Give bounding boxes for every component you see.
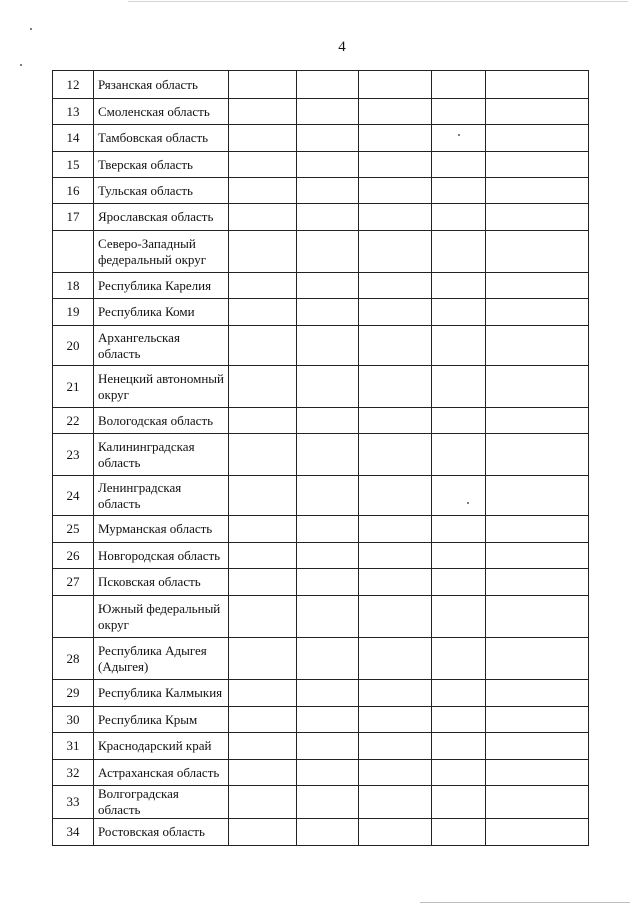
empty-cell xyxy=(432,204,486,231)
empty-cell xyxy=(486,99,589,125)
row-number: 33 xyxy=(53,786,94,819)
empty-cell xyxy=(297,786,359,819)
empty-cell xyxy=(486,299,589,326)
empty-cell xyxy=(359,819,432,846)
empty-cell xyxy=(359,408,432,434)
table-row xyxy=(53,178,589,204)
table-row xyxy=(53,366,589,408)
empty-cell xyxy=(486,516,589,543)
table-row xyxy=(53,99,589,125)
row-number: 19 xyxy=(53,299,94,326)
empty-cell xyxy=(359,273,432,299)
empty-cell xyxy=(432,707,486,733)
region-name: Ленинградская область xyxy=(94,476,229,516)
empty-cell xyxy=(297,71,359,99)
empty-cell xyxy=(229,543,297,569)
region-name: Мурманская область xyxy=(94,516,229,543)
empty-cell xyxy=(486,326,589,366)
row-number: 22 xyxy=(53,408,94,434)
empty-cell xyxy=(486,434,589,476)
empty-cell xyxy=(297,204,359,231)
empty-cell xyxy=(229,596,297,638)
empty-cell xyxy=(432,760,486,786)
empty-cell xyxy=(297,476,359,516)
row-number: 14 xyxy=(53,125,94,152)
empty-cell xyxy=(229,204,297,231)
empty-cell xyxy=(229,125,297,152)
empty-cell xyxy=(486,786,589,819)
empty-cell xyxy=(229,476,297,516)
table-row xyxy=(53,326,589,366)
empty-cell xyxy=(486,408,589,434)
table-row xyxy=(53,707,589,733)
region-name: Республика Крым xyxy=(94,707,229,733)
empty-cell xyxy=(297,299,359,326)
empty-cell xyxy=(432,125,486,152)
empty-cell xyxy=(297,733,359,760)
empty-cell xyxy=(359,152,432,178)
empty-cell xyxy=(359,516,432,543)
empty-cell xyxy=(297,596,359,638)
empty-cell xyxy=(432,152,486,178)
empty-cell xyxy=(486,125,589,152)
empty-cell xyxy=(432,99,486,125)
table-row xyxy=(53,204,589,231)
empty-cell xyxy=(359,299,432,326)
empty-cell xyxy=(229,273,297,299)
empty-cell xyxy=(486,569,589,596)
row-number: 31 xyxy=(53,733,94,760)
empty-cell xyxy=(359,543,432,569)
region-name: Ростовская область xyxy=(94,819,229,846)
empty-cell xyxy=(432,326,486,366)
row-number: 24 xyxy=(53,476,94,516)
region-name: Тамбовская область xyxy=(94,125,229,152)
empty-cell xyxy=(486,707,589,733)
region-name: Тульская область xyxy=(94,178,229,204)
scan-speck xyxy=(20,64,22,66)
empty-cell xyxy=(432,819,486,846)
empty-cell xyxy=(229,326,297,366)
empty-cell xyxy=(432,366,486,408)
empty-cell xyxy=(229,366,297,408)
row-number xyxy=(53,231,94,273)
empty-cell xyxy=(432,516,486,543)
table-row-district xyxy=(53,231,589,273)
empty-cell xyxy=(486,178,589,204)
page-number: 4 xyxy=(338,39,346,55)
row-number: 30 xyxy=(53,707,94,733)
row-number: 12 xyxy=(53,71,94,99)
region-name: Краснодарский край xyxy=(94,733,229,760)
empty-cell xyxy=(297,125,359,152)
region-name: Тверская область xyxy=(94,152,229,178)
empty-cell xyxy=(297,434,359,476)
regions-table xyxy=(52,70,589,846)
empty-cell xyxy=(359,680,432,707)
table-row xyxy=(53,543,589,569)
empty-cell xyxy=(486,476,589,516)
empty-cell xyxy=(229,516,297,543)
table-row xyxy=(53,638,589,680)
empty-cell xyxy=(229,760,297,786)
table-row xyxy=(53,152,589,178)
empty-cell xyxy=(359,760,432,786)
scan-edge-top xyxy=(128,1,628,2)
empty-cell xyxy=(229,680,297,707)
empty-cell xyxy=(359,231,432,273)
empty-cell xyxy=(229,819,297,846)
region-name: Вологодская область xyxy=(94,408,229,434)
empty-cell xyxy=(432,680,486,707)
row-number: 15 xyxy=(53,152,94,178)
region-name: Смоленская область xyxy=(94,99,229,125)
empty-cell xyxy=(229,569,297,596)
empty-cell xyxy=(432,231,486,273)
empty-cell xyxy=(432,408,486,434)
empty-cell xyxy=(229,99,297,125)
region-name: Республика Адыгея (Адыгея) xyxy=(94,638,229,680)
empty-cell xyxy=(297,819,359,846)
table-row xyxy=(53,299,589,326)
row-number: 23 xyxy=(53,434,94,476)
empty-cell xyxy=(359,786,432,819)
empty-cell xyxy=(432,543,486,569)
region-name: Волгоградская область xyxy=(94,786,229,819)
table-row-district xyxy=(53,596,589,638)
table-row xyxy=(53,71,589,99)
empty-cell xyxy=(486,819,589,846)
row-number: 34 xyxy=(53,819,94,846)
row-number: 21 xyxy=(53,366,94,408)
empty-cell xyxy=(297,543,359,569)
empty-cell xyxy=(297,231,359,273)
empty-cell xyxy=(229,638,297,680)
empty-cell xyxy=(359,707,432,733)
row-number: 17 xyxy=(53,204,94,231)
empty-cell xyxy=(486,273,589,299)
region-name: Рязанская область xyxy=(94,71,229,99)
empty-cell xyxy=(229,178,297,204)
empty-cell xyxy=(486,231,589,273)
region-name: Республика Калмыкия xyxy=(94,680,229,707)
table-row xyxy=(53,786,589,819)
empty-cell xyxy=(359,434,432,476)
empty-cell xyxy=(486,152,589,178)
row-number: 20 xyxy=(53,326,94,366)
empty-cell xyxy=(229,299,297,326)
row-number xyxy=(53,596,94,638)
row-number: 28 xyxy=(53,638,94,680)
row-number: 13 xyxy=(53,99,94,125)
table-row xyxy=(53,819,589,846)
table-row xyxy=(53,434,589,476)
empty-cell xyxy=(359,204,432,231)
empty-cell xyxy=(297,326,359,366)
region-name: Новгородская область xyxy=(94,543,229,569)
empty-cell xyxy=(359,71,432,99)
empty-cell xyxy=(432,434,486,476)
table-row xyxy=(53,680,589,707)
empty-cell xyxy=(486,680,589,707)
empty-cell xyxy=(359,326,432,366)
empty-cell xyxy=(359,596,432,638)
empty-cell xyxy=(359,476,432,516)
empty-cell xyxy=(359,569,432,596)
empty-cell xyxy=(432,178,486,204)
region-name: Астраханская область xyxy=(94,760,229,786)
empty-cell xyxy=(359,638,432,680)
empty-cell xyxy=(486,596,589,638)
empty-cell xyxy=(229,231,297,273)
region-name: Республика Коми xyxy=(94,299,229,326)
row-number: 25 xyxy=(53,516,94,543)
region-name: Республика Карелия xyxy=(94,273,229,299)
empty-cell xyxy=(359,178,432,204)
district-name: Южный федеральный округ xyxy=(94,596,229,638)
table-row xyxy=(53,273,589,299)
empty-cell xyxy=(359,733,432,760)
region-name: Архангельская область xyxy=(94,326,229,366)
table-row xyxy=(53,733,589,760)
row-number: 29 xyxy=(53,680,94,707)
empty-cell xyxy=(486,638,589,680)
table-row xyxy=(53,408,589,434)
table-row xyxy=(53,125,589,152)
empty-cell xyxy=(229,786,297,819)
empty-cell xyxy=(297,516,359,543)
row-number: 32 xyxy=(53,760,94,786)
empty-cell xyxy=(432,569,486,596)
empty-cell xyxy=(297,569,359,596)
empty-cell xyxy=(229,434,297,476)
empty-cell xyxy=(432,273,486,299)
table-row xyxy=(53,476,589,516)
empty-cell xyxy=(486,204,589,231)
empty-cell xyxy=(359,125,432,152)
empty-cell xyxy=(297,366,359,408)
empty-cell xyxy=(432,596,486,638)
empty-cell xyxy=(229,733,297,760)
scan-edge-bottom xyxy=(420,902,630,903)
region-name: Псковская область xyxy=(94,569,229,596)
row-number: 18 xyxy=(53,273,94,299)
empty-cell xyxy=(432,476,486,516)
empty-cell xyxy=(432,733,486,760)
empty-cell xyxy=(297,99,359,125)
empty-cell xyxy=(229,71,297,99)
row-number: 27 xyxy=(53,569,94,596)
empty-cell xyxy=(297,408,359,434)
empty-cell xyxy=(297,273,359,299)
empty-cell xyxy=(297,152,359,178)
empty-cell xyxy=(432,638,486,680)
empty-cell xyxy=(229,408,297,434)
row-number: 26 xyxy=(53,543,94,569)
empty-cell xyxy=(297,760,359,786)
table-row xyxy=(53,516,589,543)
region-name: Ярославская область xyxy=(94,204,229,231)
table-row xyxy=(53,569,589,596)
empty-cell xyxy=(297,680,359,707)
empty-cell xyxy=(359,366,432,408)
empty-cell xyxy=(432,71,486,99)
district-name: Северо-Западный федеральный округ xyxy=(94,231,229,273)
empty-cell xyxy=(486,71,589,99)
table-row xyxy=(53,760,589,786)
empty-cell xyxy=(432,299,486,326)
empty-cell xyxy=(297,638,359,680)
empty-cell xyxy=(297,707,359,733)
row-number: 16 xyxy=(53,178,94,204)
empty-cell xyxy=(486,543,589,569)
empty-cell xyxy=(432,786,486,819)
empty-cell xyxy=(359,99,432,125)
empty-cell xyxy=(486,366,589,408)
empty-cell xyxy=(229,152,297,178)
empty-cell xyxy=(297,178,359,204)
region-name: Ненецкий автономный округ xyxy=(94,366,229,408)
scan-speck xyxy=(30,28,32,30)
region-name: Калининградская область xyxy=(94,434,229,476)
empty-cell xyxy=(486,760,589,786)
empty-cell xyxy=(486,733,589,760)
empty-cell xyxy=(229,707,297,733)
